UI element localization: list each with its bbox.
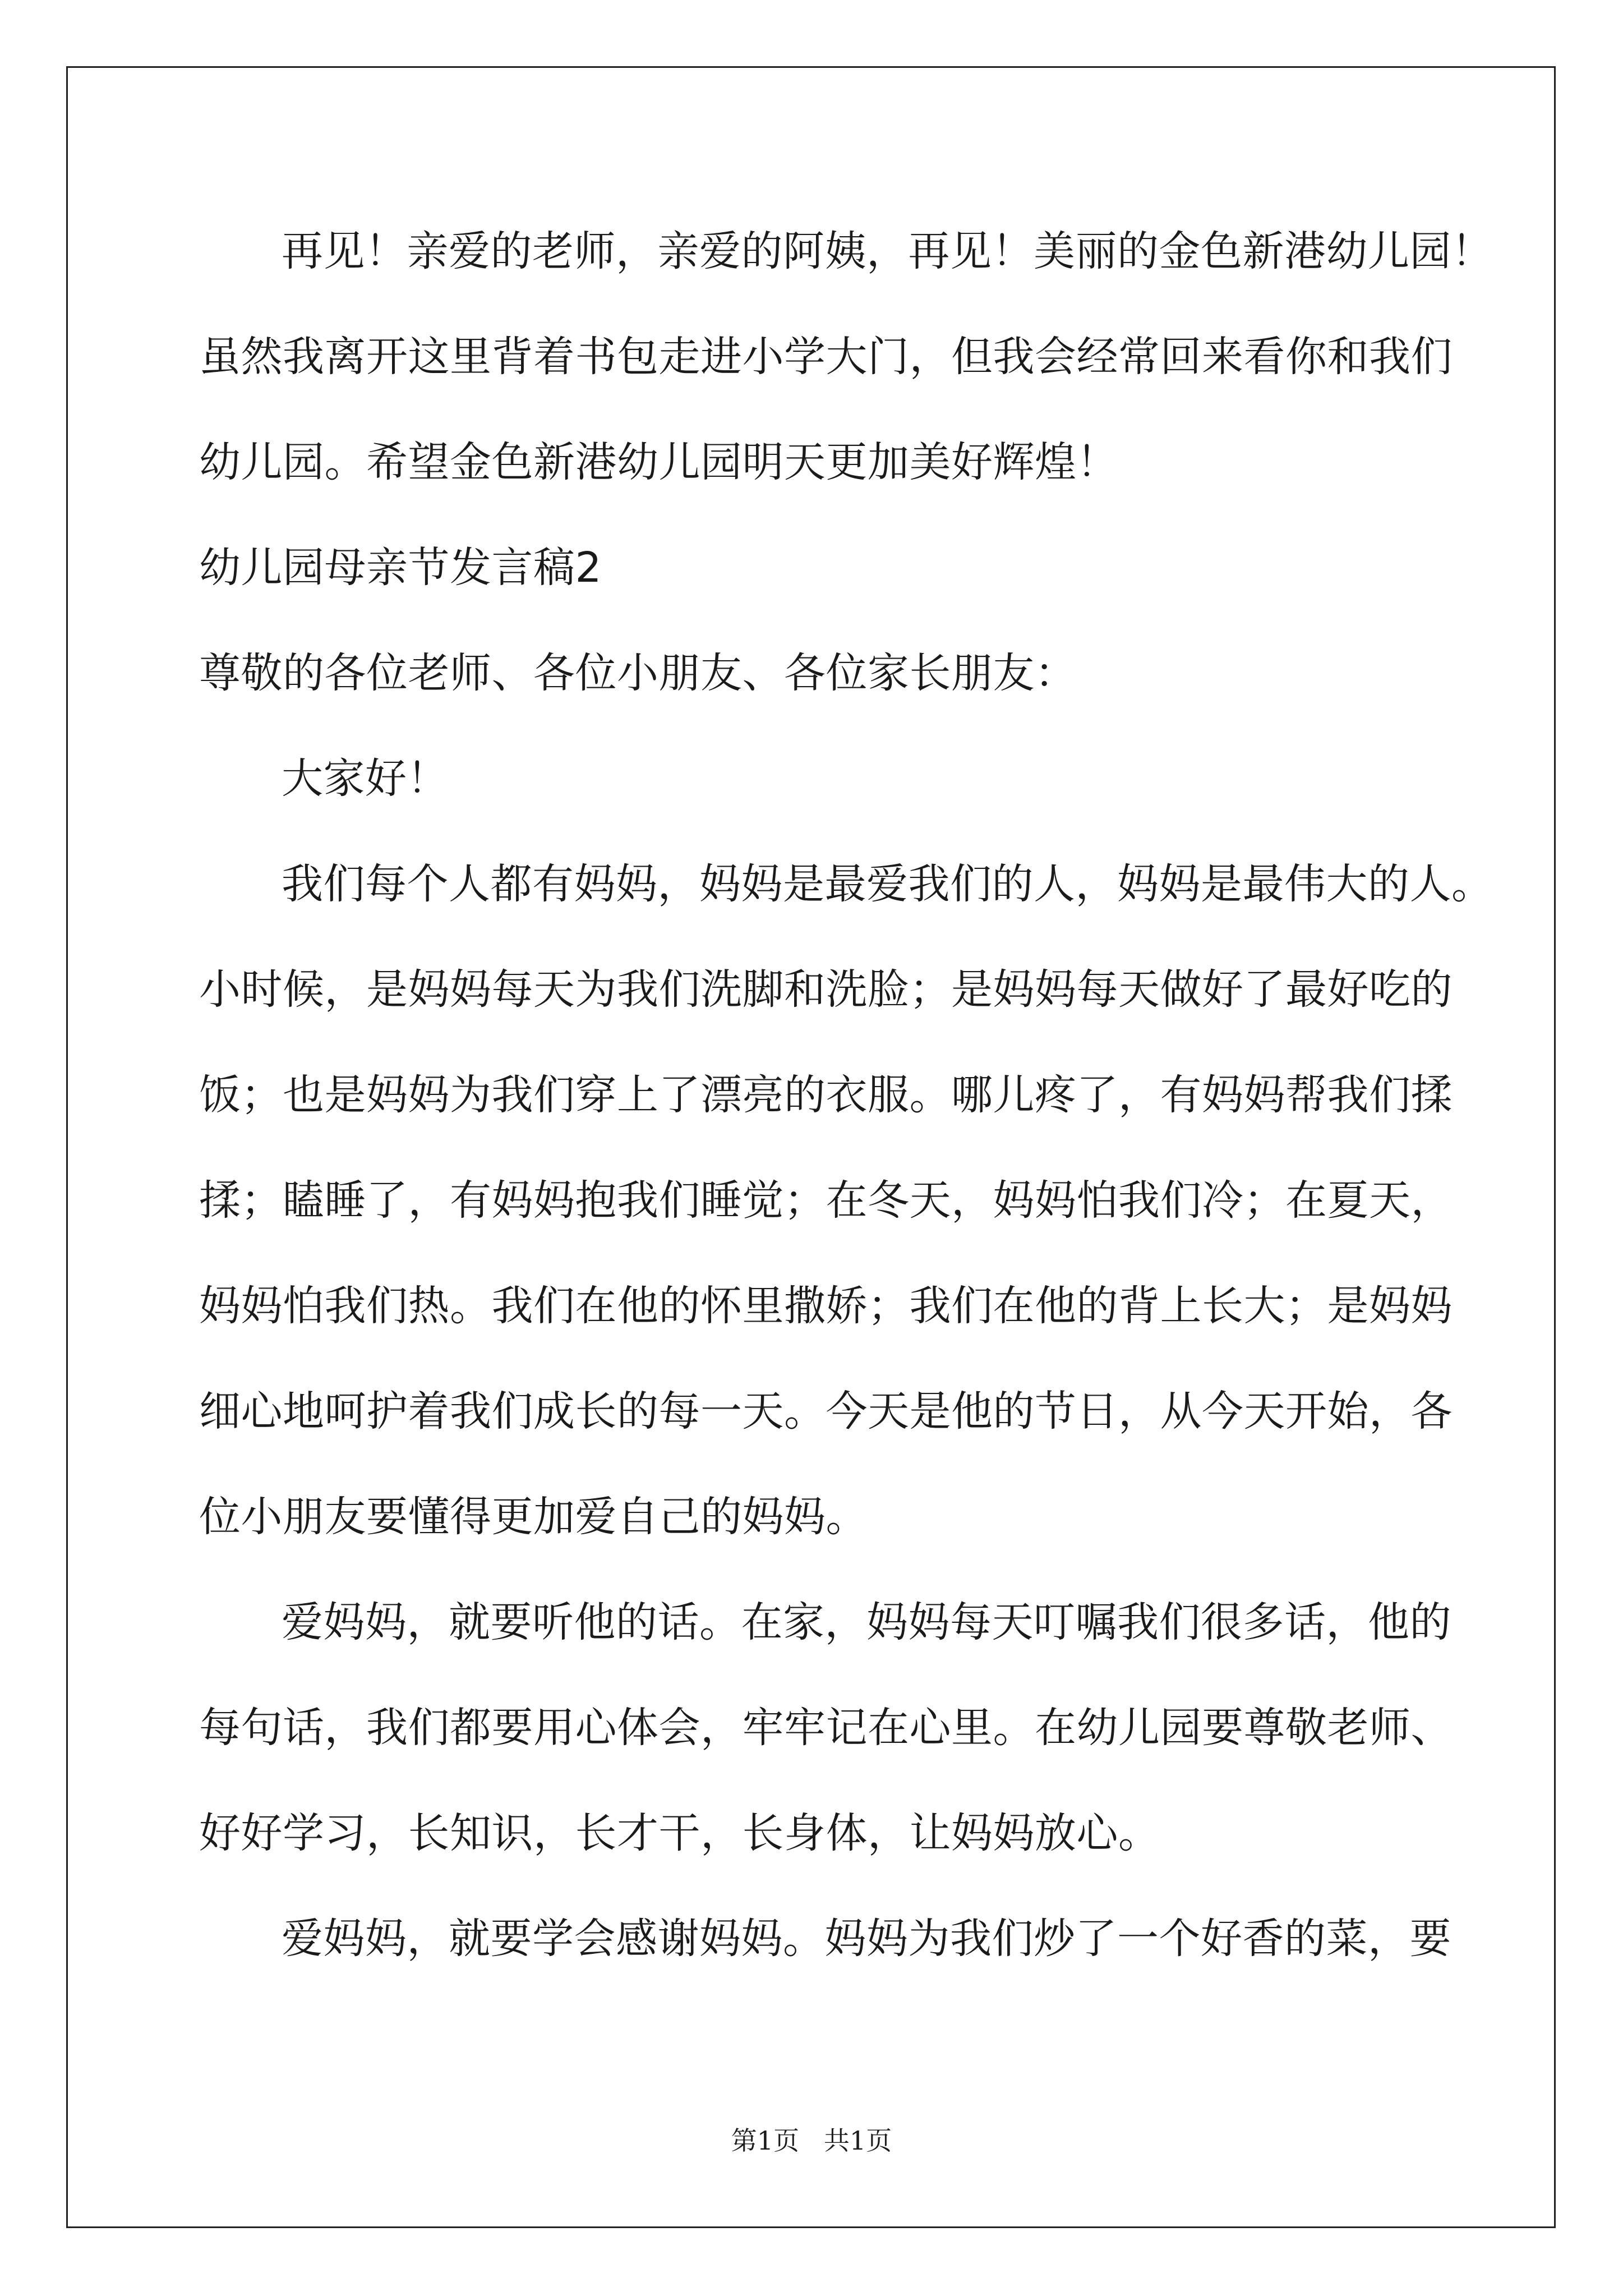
paragraph-line: 爱妈妈，就要学会感谢妈妈。妈妈为我们炒了一个好香的菜，要 <box>282 1915 1451 1963</box>
page-border <box>66 66 1556 2228</box>
greeting: 大家好！ <box>282 754 449 803</box>
paragraph-line: 爱妈妈，就要听他的话。在家，妈妈每天叮嘱我们很多话，他的 <box>282 1598 1451 1646</box>
salutation: 尊敬的各位老师、各位小朋友、各位家长朋友： <box>199 649 1077 697</box>
paragraph-line: 好好学习，长知识，长才干，长身体，让妈妈放心。 <box>199 1809 1160 1857</box>
paragraph-line: 细心地呵护着我们成长的每一天。今天是他的节日，从今天开始，各 <box>199 1387 1453 1435</box>
section-heading: 幼儿园母亲节发言稿2 <box>199 544 602 592</box>
paragraph-line: 小时候，是妈妈每天为我们洗脚和洗脸；是妈妈每天做好了最好吃的 <box>199 965 1453 1014</box>
page-footer: 第1页 共1页 <box>731 2125 892 2156</box>
paragraph-line: 虽然我离开这里背着书包走进小学大门，但我会经常回来看你和我们 <box>199 333 1453 381</box>
paragraph-line: 幼儿园。希望金色新港幼儿园明天更加美好辉煌！ <box>199 438 1118 486</box>
paragraph-line: 揉；瞌睡了，有妈妈抱我们睡觉；在冬天，妈妈怕我们冷；在夏天， <box>199 1176 1453 1225</box>
paragraph-line: 饭；也是妈妈为我们穿上了漂亮的衣服。哪儿疼了，有妈妈帮我们揉 <box>199 1071 1453 1119</box>
paragraph-line: 妈妈怕我们热。我们在他的怀里撒娇；我们在他的背上长大；是妈妈 <box>199 1282 1453 1330</box>
paragraph-line: 我们每个人都有妈妈，妈妈是最爱我们的人，妈妈是最伟大的人。 <box>282 860 1493 908</box>
paragraph-line: 再见！亲爱的老师，亲爱的阿姨，再见！美丽的金色新港幼儿园！ <box>282 227 1493 275</box>
paragraph-line: 每句话，我们都要用心体会，牢牢记在心里。在幼儿园要尊敬老师、 <box>199 1704 1453 1752</box>
paragraph-line: 位小朋友要懂得更加爱自己的妈妈。 <box>199 1493 868 1541</box>
